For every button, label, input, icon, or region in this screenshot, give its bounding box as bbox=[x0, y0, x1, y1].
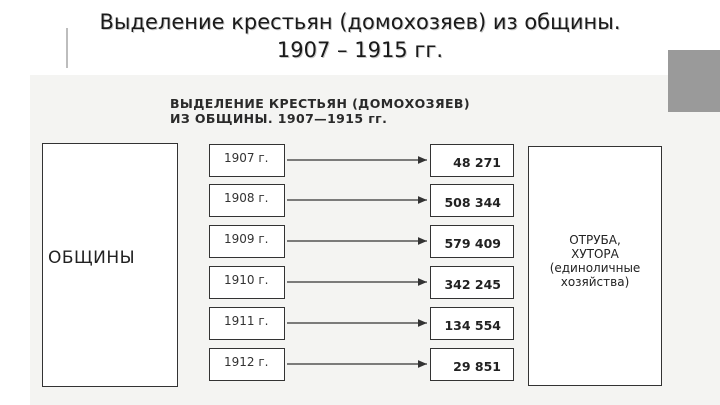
value-box: 579 409 bbox=[430, 225, 514, 258]
farmsteads-label-line-1: ОТРУБА, bbox=[569, 233, 621, 247]
communes-label: ОБЩИНЫ bbox=[48, 248, 136, 268]
value-box: 134 554 bbox=[430, 307, 514, 340]
value-box: 29 851 bbox=[430, 348, 514, 381]
farmsteads-label-line-4: хозяйства) bbox=[560, 275, 630, 289]
farmsteads-label-line-2: ХУТОРА bbox=[571, 247, 619, 261]
figure-title-line-1: ВЫДЕЛЕНИЕ КРЕСТЬЯН (ДОМОХОЗЯЕВ) bbox=[170, 96, 470, 111]
figure-title-line-2: ИЗ ОБЩИНЫ. 1907—1915 гг. bbox=[170, 111, 388, 126]
year-box: 1909 г. bbox=[209, 225, 285, 258]
value-box: 48 271 bbox=[430, 144, 514, 177]
year-box: 1910 г. bbox=[209, 266, 285, 299]
slide-title-line-1: Выделение крестьян (домохозяев) из общины. bbox=[99, 10, 621, 34]
slide-title-line-2: 1907 – 1915 гг. bbox=[276, 38, 444, 62]
year-box: 1911 г. bbox=[209, 307, 285, 340]
year-box: 1907 г. bbox=[209, 144, 285, 177]
year-box: 1912 г. bbox=[209, 348, 285, 381]
farmsteads-label-line-3: (единоличные bbox=[549, 261, 641, 275]
year-box: 1908 г. bbox=[209, 184, 285, 217]
value-box: 342 245 bbox=[430, 266, 514, 299]
value-box: 508 344 bbox=[430, 184, 514, 217]
